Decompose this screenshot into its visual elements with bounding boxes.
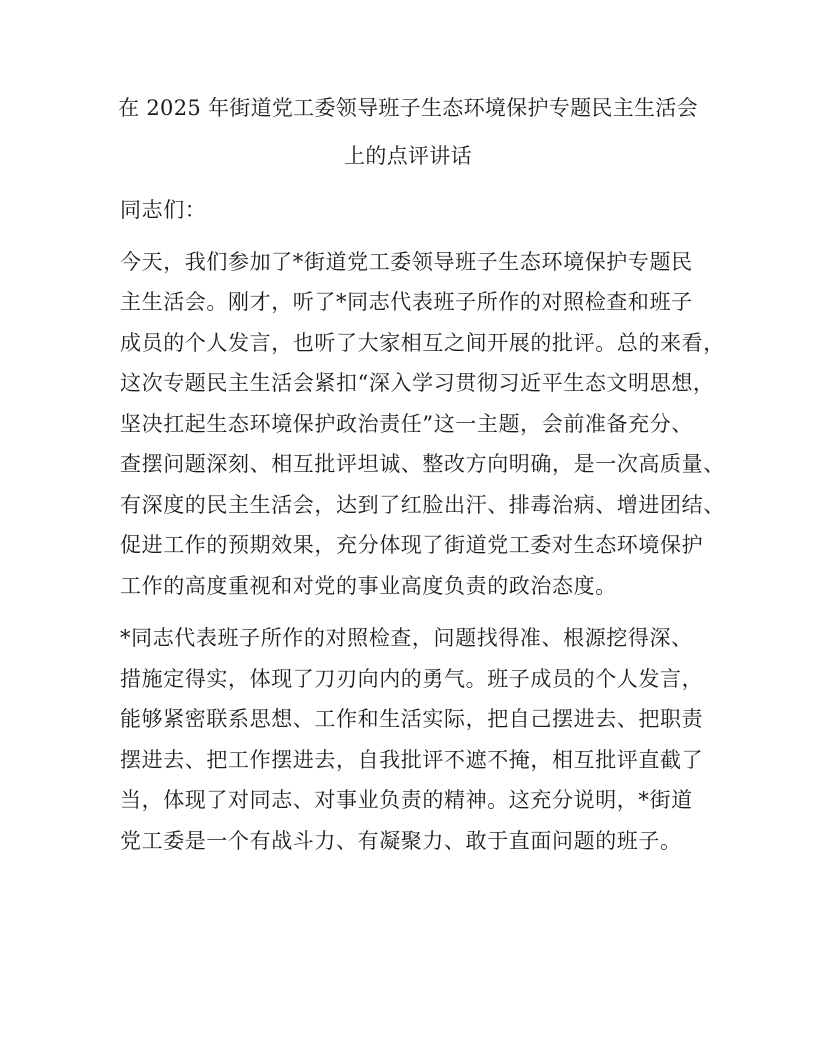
document-title-line-1: 在 2025 年街道党工委领导班子生态环境保护专题民主生活会 [118, 96, 698, 120]
paragraph-1-line: 促进工作的预期效果，充分体现了街道党工委对生态环境保护 [120, 533, 704, 557]
paragraph-2-line: *同志代表班子所作的对照检查，问题找得准、根源挖得深、 [120, 626, 693, 650]
paragraph-1-line: 成员的个人发言，也听了大家相互之间开展的批评。总的来看， [120, 331, 725, 355]
paragraph-2-line: 摆进去、把工作摆进去，自我批评不遮不掩，相互批评直截了 [120, 748, 704, 772]
paragraph-2-line: 党工委是一个有战斗力、有凝聚力、敢于直面问题的班子。 [120, 829, 682, 853]
paragraph-1-line: 有深度的民主生活会，达到了红脸出汗、排毒治病、增进团结、 [120, 493, 725, 517]
paragraph-1-line: 这次专题民主生活会紧扣“深入学习贯彻习近平生态文明思想， [120, 371, 715, 395]
paragraph-2-line: 能够紧密联系思想、工作和生活实际，把自己摆进去、把职责 [120, 707, 704, 731]
paragraph-1-line: 坚决扛起生态环境保护政治责任”这一主题，会前准备充分、 [120, 412, 693, 436]
paragraph-2-line: 措施定得实，体现了刀刃向内的勇气。班子成员的个人发言， [120, 667, 704, 691]
paragraph-1-line: 今天，我们参加了*街道党工委领导班子生态环境保护专题民 [120, 250, 693, 274]
paragraph-1-line: 主生活会。刚才，听了*同志代表班子所作的对照检查和班子 [120, 290, 693, 314]
document-title-line-2: 上的点评讲话 [344, 144, 472, 168]
paragraph-1-line: 查摆问题深刻、相互批评坦诚、整改方向明确，是一次高质量、 [120, 452, 725, 476]
salutation: 同志们： [120, 198, 207, 222]
paragraph-2-line: 当，体现了对同志、对事业负责的精神。这充分说明，*街道 [120, 788, 693, 812]
paragraph-1-line: 工作的高度重视和对党的事业高度负责的政治态度。 [120, 574, 617, 598]
